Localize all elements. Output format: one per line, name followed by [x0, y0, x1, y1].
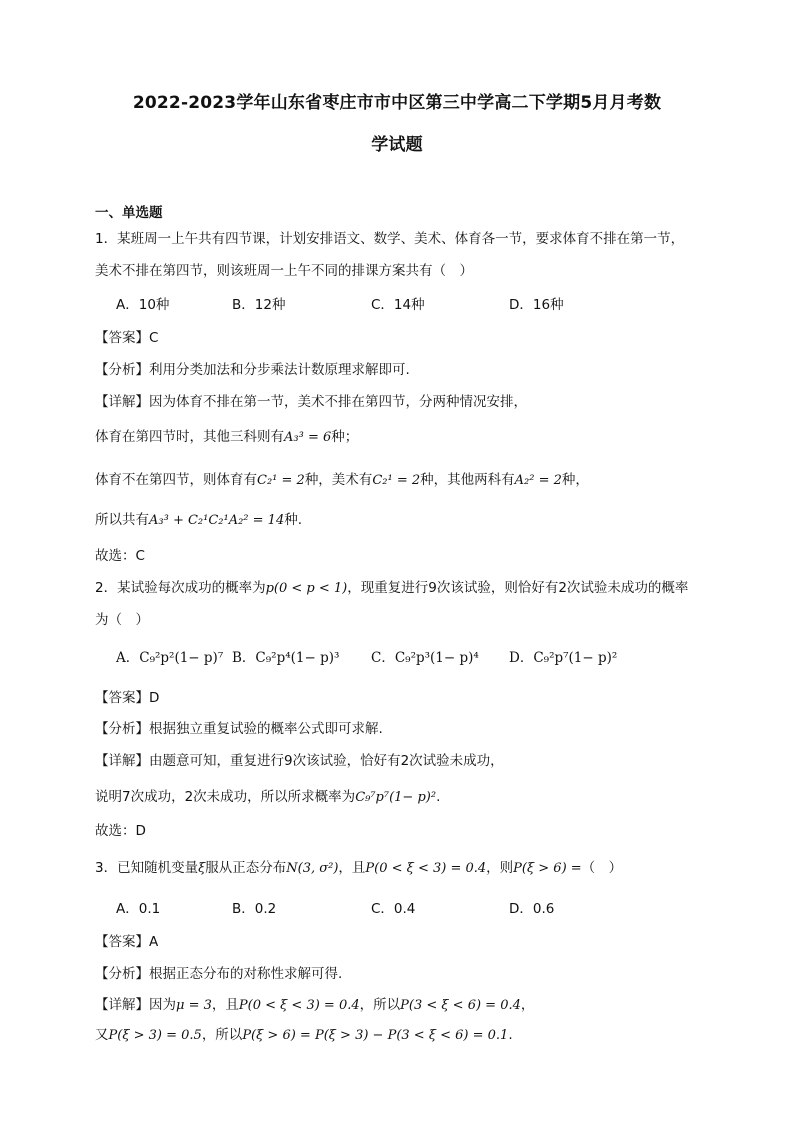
formula: ξ [198, 861, 206, 876]
formula: A₂² = 2 [514, 473, 562, 488]
q2-answer: 【答案】D [95, 690, 160, 706]
formula: P(0 < ξ < 3) = 0.4 [365, 861, 487, 876]
section-heading: 一、单选题 [95, 205, 163, 221]
q2-option-c: C．C₉²p³(1− p)⁴ [371, 650, 479, 666]
q1-detail: 【详解】因为体育不排在第一节，美术不排在第四节，分两种情况安排， [95, 394, 527, 410]
q2-option-a: A．C₉²p²(1− p)⁷ [116, 650, 224, 666]
q1-answer: 【答案】C [95, 330, 159, 346]
analysis-tag: 【分析】 [95, 362, 149, 378]
formula: P(ξ > 6) = P(ξ > 3) − P(3 < ξ < 6) = 0.1 [242, 1028, 509, 1043]
q3-option-d: D．0.6 [509, 901, 555, 917]
detail-tag: 【详解】 [95, 753, 149, 769]
formula: A₃³ = 6 [284, 430, 332, 445]
q1-option-a: A．10种 [116, 297, 170, 313]
formula: A₃³ + C₂¹C₂¹A₂² = 14 [149, 513, 285, 528]
q1-stem-line2: 美术不排在第四节，则该班周一上午不同的排课方案共有（ ） [95, 263, 473, 279]
q3-answer: 【答案】A [95, 934, 159, 950]
q2-stem-line2: 为（ ） [95, 612, 149, 628]
formula: C₉⁷p⁷(1− p)² [355, 790, 437, 805]
q3-option-b: B．0.2 [232, 901, 277, 917]
q2-analysis: 【分析】根据独立重复试验的概率公式即可求解. [95, 721, 383, 737]
q2-stem-line1: 2．某试验每次成功的概率为p(0 < p < 1)，现重复进行9次该试验，则恰好有2次试验未成功的概率 [95, 580, 689, 596]
q1-detail-line3: 体育不在第四节，则体育有C₂¹ = 2种，美术有C₂¹ = 2种，其他两科有A₂² = 2种， [95, 472, 589, 488]
q3-detail: 【详解】因为μ = 3，且P(0 < ξ < 3) = 0.4，所以P(3 < ξ < 6) = 0.4， [95, 997, 535, 1013]
q2-option-b: B．C₉²p⁴(1− p)³ [232, 650, 340, 666]
formula: C₂¹ = 2 [257, 473, 305, 488]
q1-conclusion: 故选：C [95, 548, 145, 564]
q1-option-c: C．14种 [371, 297, 425, 313]
formula: C₂¹ = 2 [372, 473, 421, 488]
detail-tag: 【详解】 [95, 394, 149, 410]
q3-option-c: C．0.4 [371, 901, 416, 917]
formula: P(0 < ξ < 3) = 0.4 [238, 998, 360, 1013]
q1-analysis: 【分析】利用分类加法和分步乘法计数原理求解即可. [95, 362, 410, 378]
formula: P(ξ > 6) = [513, 861, 582, 876]
formula: p(0 < p < 1) [265, 581, 348, 596]
q1-detail-line4: 所以共有A₃³ + C₂¹C₂¹A₂² = 14种. [95, 512, 303, 528]
q3-detail-line2: 又P(ξ > 3) = 0.5，所以P(ξ > 6) = P(ξ > 3) − P(3 < ξ < 6) = 0.1. [95, 1027, 513, 1043]
q3-analysis: 【分析】根据正态分布的对称性求解可得. [95, 966, 343, 982]
q1-option-b: B．12种 [232, 297, 286, 313]
formula: P(3 < ξ < 6) = 0.4 [400, 998, 521, 1013]
doc-title-line2: 学试题 [371, 135, 423, 155]
q2-detail-line2: 说明7次成功，2次未成功，所以所求概率为C₉⁷p⁷(1− p)². [95, 789, 441, 805]
q2-conclusion: 故选：D [95, 823, 146, 839]
q1-detail-line2: 体育在第四节时，其他三科则有A₃³ = 6种； [95, 429, 359, 445]
formula: P(ξ > 3) = 0.5 [108, 1028, 202, 1043]
analysis-tag: 【分析】 [95, 721, 149, 737]
q2-detail: 【详解】由题意可知，重复进行9次该试验，恰好有2次试验未成功， [95, 753, 504, 769]
q1-stem-line1: 1．某班周一上午共有四节课，计划安排语文、数学、美术、体育各一节，要求体育不排在第一节， [95, 231, 685, 247]
q3-option-a: A．0.1 [116, 901, 161, 917]
analysis-tag: 【分析】 [95, 966, 149, 982]
q3-stem: 3．已知随机变量ξ服从正态分布N(3, σ²)，且P(0 < ξ < 3) = 0.4，则P(ξ > 6) =（ ） [95, 860, 623, 876]
doc-title-line1: 2022-2023学年山东省枣庄市市中区第三中学高二下学期5月月考数 [132, 93, 662, 113]
detail-tag: 【详解】 [95, 997, 149, 1013]
formula: μ = 3 [176, 998, 212, 1013]
q2-option-d: D．C₉²p⁷(1− p)² [509, 650, 618, 666]
formula: N(3, σ²) [286, 861, 339, 876]
q1-option-d: D．16种 [509, 297, 564, 313]
